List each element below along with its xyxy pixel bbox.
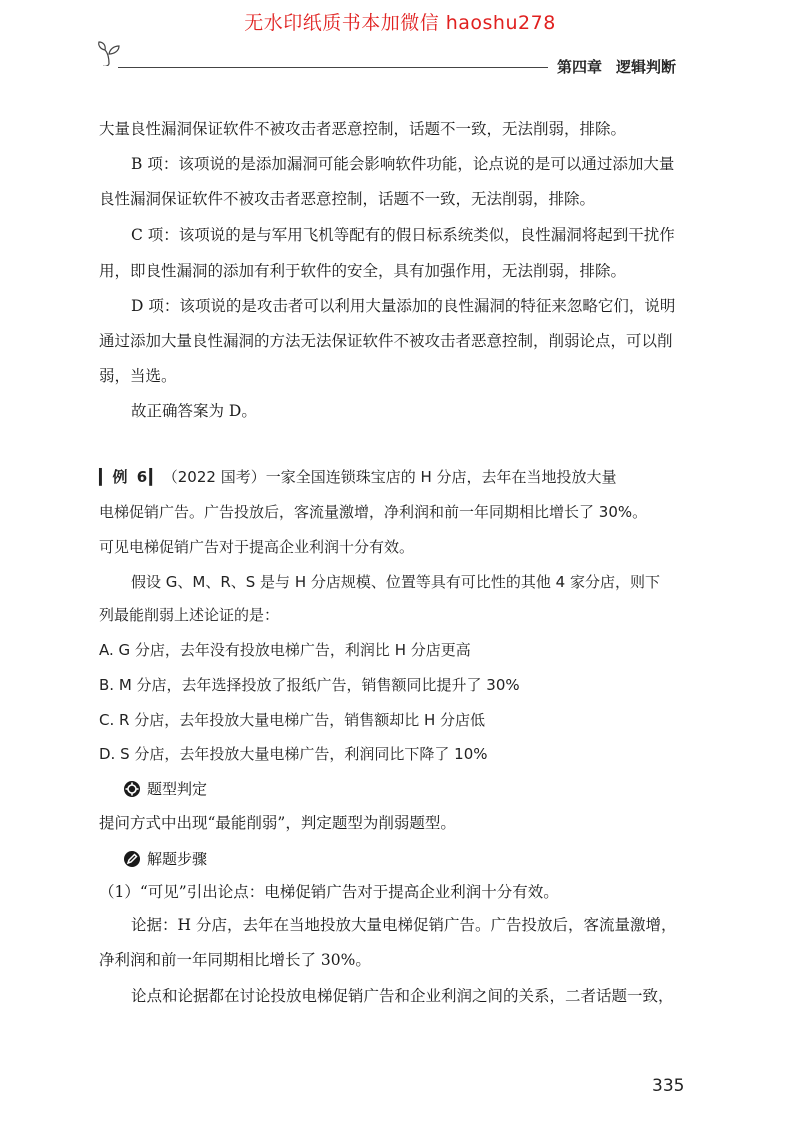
paragraph-line: 用，即良性漏洞的添加有利于软件的安全，具有加强作用，无法削弱，排除。 <box>99 262 627 280</box>
gear-icon <box>123 780 141 798</box>
leaf-icon <box>96 40 122 66</box>
section-label: 逻辑判断 <box>616 58 677 76</box>
option-b-analysis: B 项：该项说的是添加漏洞可能会影响软件功能，论点说的是可以通过添加大量 <box>131 155 675 173</box>
option-a: A. G 分店，去年没有投放电梯广告，利润比 H 分店更高 <box>99 641 471 659</box>
question-line: 假设 G、M、R、S 是与 H 分店规模、位置等具有可比性的其他 4 家分店，则下 <box>131 573 660 591</box>
paragraph-line: 大量良性漏洞保证软件不被攻击者恶意控制，话题不一致，无法削弱，排除。 <box>99 120 627 138</box>
option-d-analysis: D 项：该项说的是攻击者可以利用大量添加的良性漏洞的特征来忽略它们，说明 <box>131 297 676 315</box>
example-stem-text: （2022 国考）一家全国连锁珠宝店的 H 分店，去年在当地投放大量 <box>162 468 617 486</box>
steps-section-title: 解题步骤 <box>147 850 208 868</box>
chapter-label: 第四章 <box>557 58 603 76</box>
type-section-heading <box>123 778 207 799</box>
option-c: C. R 分店，去年投放大量电梯广告，销售额却比 H 分店低 <box>99 711 486 729</box>
page-number: 335 <box>652 1076 685 1096</box>
question-line: 列最能削弱上述论证的是： <box>99 606 280 624</box>
example-label: ▎例 6▎ <box>99 468 163 486</box>
type-section-title: 题型判定 <box>147 780 208 798</box>
steps-section-heading <box>123 848 207 869</box>
type-section-text: 提问方式中出现“最能削弱”，判定题型为削弱题型。 <box>99 814 456 832</box>
paragraph-line: 良性漏洞保证软件不被攻击者恶意控制，话题不一致，无法削弱，排除。 <box>99 190 596 208</box>
paragraph-line: 弱，当选。 <box>99 367 177 385</box>
option-b: B. M 分店，去年选择投放了报纸广告，销售额同比提升了 30% <box>99 676 520 694</box>
example-stem-line: 可见电梯促销广告对于提高企业利润十分有效。 <box>99 538 415 556</box>
option-d: D. S 分店，去年投放大量电梯广告，利润同比下降了 10% <box>99 745 488 763</box>
header-rule <box>118 67 548 68</box>
step-line: 净利润和前一年同期相比增长了 30%。 <box>99 951 371 969</box>
example-stem-line: 电梯促销广告。广告投放后，客流量激增，净利润和前一年同期相比增长了 30%。 <box>99 503 648 521</box>
step-line: 论点和论据都在讨论投放电梯促销广告和企业利润之间的关系，二者话题一致， <box>131 987 674 1005</box>
watermark-text: 无水印纸质书本加微信 haoshu278 <box>244 12 556 34</box>
running-header <box>557 56 676 77</box>
answer-line: 故正确答案为 D。 <box>131 402 257 420</box>
paragraph-line: 通过添加大量良性漏洞的方法无法保证软件不被攻击者恶意控制，削弱论点，可以削 <box>99 332 673 350</box>
step-line: 论据：H 分店，去年在当地投放大量电梯促销广告。广告投放后，客流量激增， <box>131 916 677 934</box>
option-c-analysis: C 项：该项说的是与军用飞机等配有的假日标系统类似，良性漏洞将起到干扰作 <box>131 226 675 244</box>
example-stem-line <box>99 466 617 488</box>
pencil-icon <box>123 850 141 868</box>
step-line: （1）“可见”引出论点：电梯促销广告对于提高企业利润十分有效。 <box>99 883 559 901</box>
